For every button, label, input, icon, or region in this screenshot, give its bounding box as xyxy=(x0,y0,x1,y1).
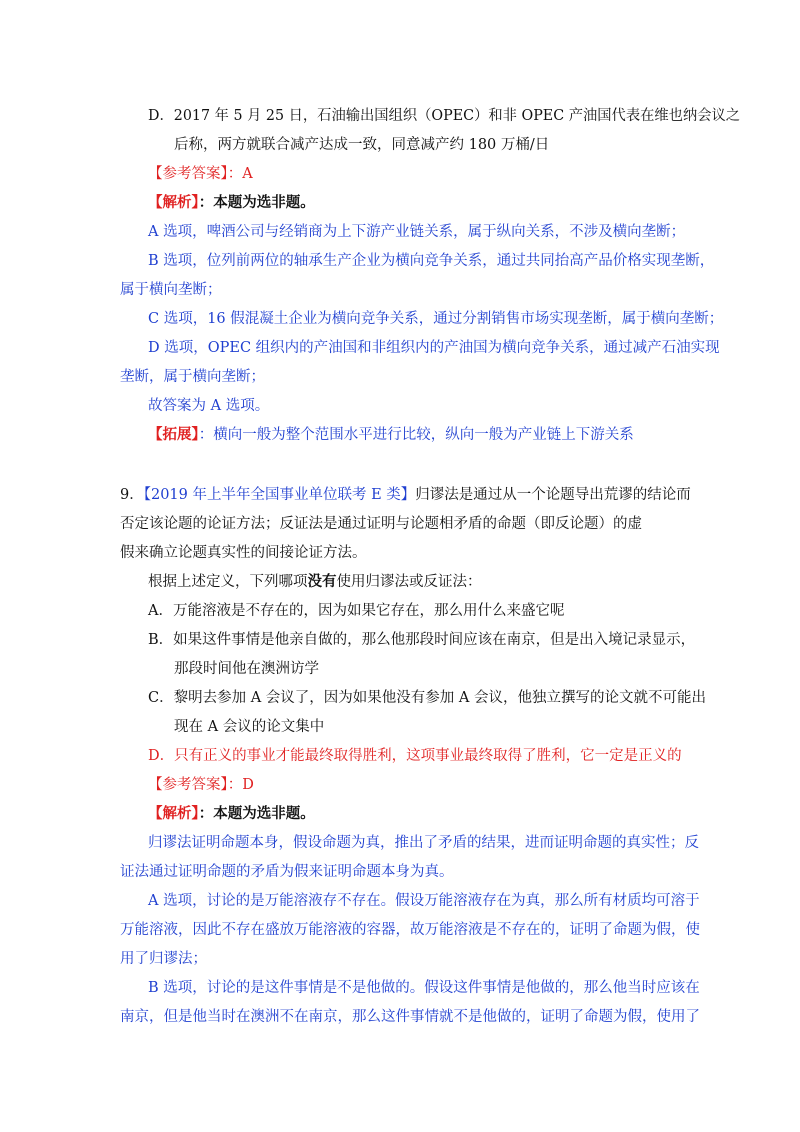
analysis-label: 【解析】 xyxy=(148,805,199,822)
answer-row-9 xyxy=(148,775,254,795)
analysis-line: 属于横向垄断； xyxy=(120,282,222,298)
analysis-line: A 选项，讨论的是万能溶液存不存在。假设万能溶液存在为真，那么所有材质均可溶于 xyxy=(148,893,700,909)
prompt-after: 使用归谬法或反证法： xyxy=(336,574,482,590)
option-d-line1: D．2017 年 5 月 25 日，石油输出国组织（OPEC）和非 OPEC 产油国代表在维也纳会议之 xyxy=(148,108,741,124)
option-b-line2: 那段时间他在澳洲访学 xyxy=(174,661,319,677)
question-9-line1 xyxy=(120,485,691,505)
question-prompt xyxy=(148,572,482,592)
question-stem-line3: 假来确立论题真实性的间接论证方法。 xyxy=(120,545,367,561)
analysis-line: C 选项，16 假混凝土企业为横向竞争关系，通过分割销售市场实现垄断，属于横向垄断； xyxy=(148,311,724,327)
analysis-line: B 选项，讨论的是这件事情是不是他做的。假设这件事情是他做的，那么他当时应该在 xyxy=(148,980,700,996)
analysis-label: 【解析】 xyxy=(148,194,199,211)
option-c-line1: C．黎明去参加 A 会议了，因为如果他没有参加 A 会议，他独立撰写的论文就不可能出 xyxy=(148,690,706,706)
conclusion: 故答案为 A 选项。 xyxy=(148,398,270,414)
analysis-row-9 xyxy=(148,804,315,824)
answer-value: A xyxy=(242,166,253,182)
answer-row xyxy=(148,164,253,184)
analysis-line: 垄断，属于横向垄断； xyxy=(120,369,265,385)
question-number: 9． xyxy=(120,487,144,503)
extension-text: ：横向一般为整个范围水平进行比较，纵向一般为产业链上下游关系 xyxy=(198,427,634,443)
question-source: 【2019 年上半年全国事业单位联考 E 类】 xyxy=(143,487,416,503)
analysis-line: A 选项，啤酒公司与经销商为上下游产业链关系，属于纵向关系，不涉及横向垄断； xyxy=(148,224,686,240)
prompt-before: 根据上述定义，下列哪项 xyxy=(148,574,308,590)
question-stem-line2: 否定该论题的论证方法；反证法是通过证明与论题相矛盾的命题（即反论题）的虚 xyxy=(120,516,642,532)
answer-label: 【参考答案】： xyxy=(148,166,243,182)
extension-row xyxy=(148,425,634,445)
prompt-emphasis: 没有 xyxy=(307,573,337,590)
option-d-line2: 后称，两方就联合减产达成一致，同意减产约 180 万桶/日 xyxy=(174,137,550,153)
analysis-line: 万能溶液，因此不存在盛放万能溶液的容器，故万能溶液是不存在的，证明了命题为假，使 xyxy=(120,922,700,938)
answer-value: D xyxy=(242,777,254,793)
analysis-text: ：本题为选非题。 xyxy=(198,194,315,211)
analysis-text: ：本题为选非题。 xyxy=(198,805,315,822)
analysis-line: 南京，但是他当时在澳洲不在南京，那么这件事情就不是他做的，证明了命题为假，使用了 xyxy=(120,1009,700,1025)
analysis-line: 归谬法证明命题本身，假设命题为真，推出了矛盾的结果，进而证明命题的真实性；反 xyxy=(148,835,699,851)
extension-label: 【拓展】 xyxy=(148,426,199,443)
question-stem-line1: 归谬法是通过从一个论题导出荒谬的结论而 xyxy=(415,487,691,503)
analysis-line: D 选项，OPEC 组织内的产油国和非组织内的产油国为横向竞争关系，通过减产石油实现 xyxy=(148,340,720,356)
analysis-line: 用了归谬法； xyxy=(120,951,207,967)
option-c-line2: 现在 A 会议的论文集中 xyxy=(174,719,325,735)
analysis-line: B 选项，位列前两位的轴承生产企业为横向竞争关系，通过共同抬高产品价格实现垄断， xyxy=(148,253,715,269)
option-b-line1: B．如果这件事情是他亲自做的，那么他那段时间应该在南京，但是出入境记录显示， xyxy=(148,632,696,648)
answer-label: 【参考答案】： xyxy=(148,777,243,793)
analysis-line: 证法通过证明命题的矛盾为假来证明命题本身为真。 xyxy=(120,864,454,880)
option-a: A．万能溶液是不存在的，因为如果它存在，那么用什么来盛它呢 xyxy=(148,603,565,619)
analysis-row xyxy=(148,193,315,213)
option-d: D．只有正义的事业才能最终取得胜利，这项事业最终取得了胜利，它一定是正义的 xyxy=(148,748,682,764)
